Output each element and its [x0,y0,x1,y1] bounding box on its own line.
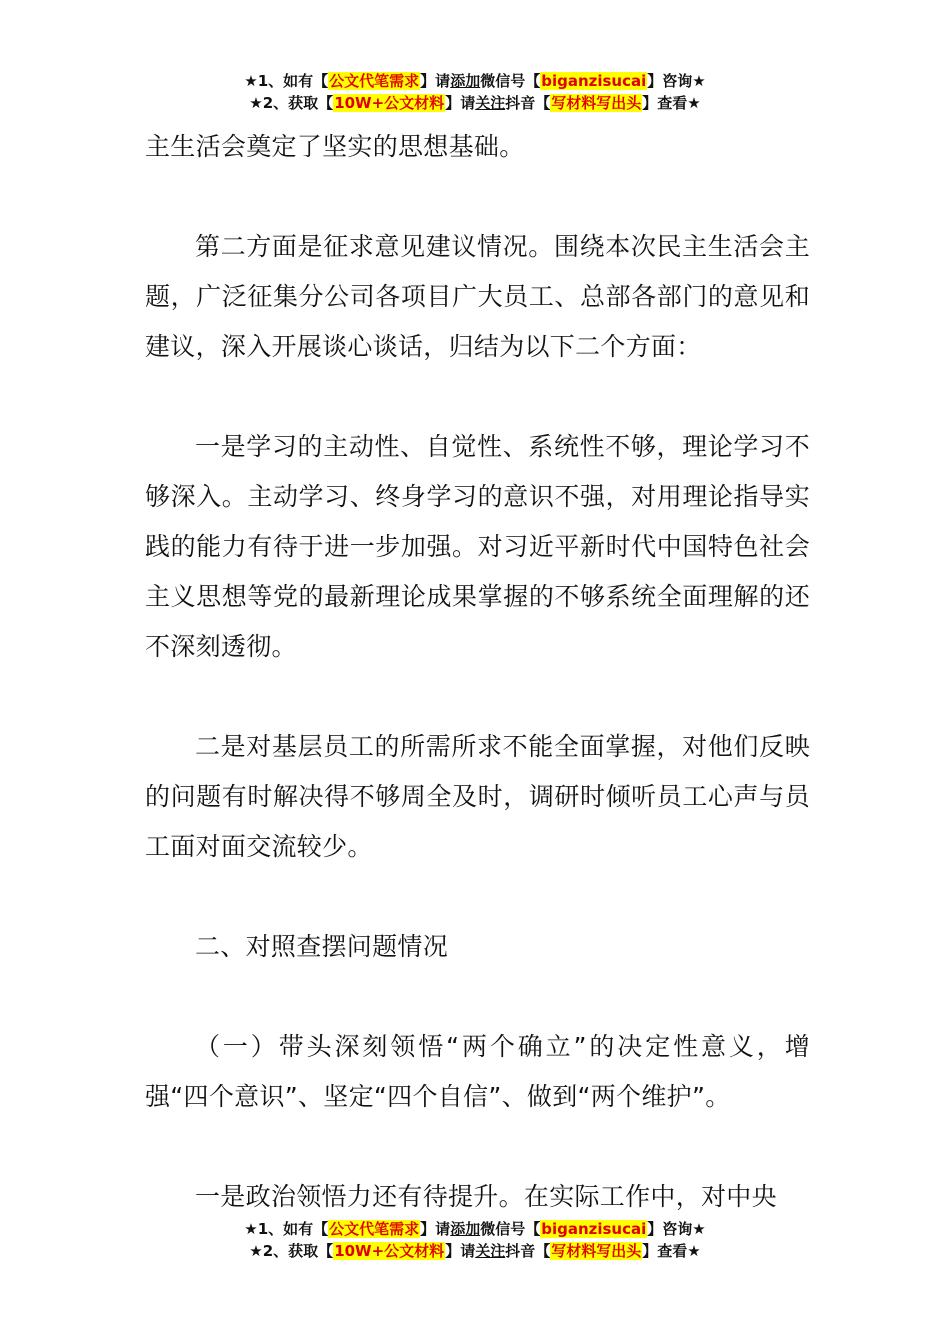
highlight-text: 10W+公文材料 [334,94,445,112]
paragraph-continuation: 主生活会奠定了坚实的思想基础。 [145,132,525,161]
section-heading: 二、对照查摆问题情况 [195,932,449,961]
douyin-id: 写材料写出头 [551,94,642,112]
banner-line-1: ★1、如有【公文代笔需求】请添加微信号【biganzisucai】咨询★ [244,1220,706,1238]
subsection-heading: （一）带头深刻领悟“两个确立”的决定性意义，增强“四个意识”、坚定“四个自信”、做到“两个维护”。 [145,1032,810,1111]
banner-line-2: ★2、获取【10W+公文材料】请关注抖音【写材料写出头】查看★ [249,1242,701,1260]
wechat-id: biganzisucai [541,1220,647,1238]
paragraph-political: 一是政治领悟力还有待提升。在实际工作中，对中央 [195,1182,777,1211]
paragraph-point-2: 二是对基层员工的所需所求不能全面掌握，对他们反映的问题有时解决得不够周全及时，调研时倾听员工心声与员工面对面交流较少。 [145,732,810,861]
highlight-text: 公文代笔需求 [329,72,420,90]
paragraph-opinions: 第二方面是征求意见建议情况。围绕本次民主生活会主题，广泛征集分公司各项目广大员工、总部各部门的意见和建议，深入开展谈心谈话，归结为以下二个方面： [145,232,810,361]
footer-banner [0,1218,950,1262]
highlight-text: 公文代笔需求 [329,1220,420,1238]
wechat-id: biganzisucai [541,72,647,90]
highlight-text: 10W+公文材料 [334,1242,445,1260]
banner-line-2: ★2、获取【10W+公文材料】请关注抖音【写材料写出头】查看★ [249,94,701,112]
banner-line-1: ★1、如有【公文代笔需求】请添加微信号【biganzisucai】咨询★ [244,72,706,90]
document-body [145,122,810,1272]
header-banner [0,70,950,114]
paragraph-point-1: 一是学习的主动性、自觉性、系统性不够，理论学习不够深入。主动学习、终身学习的意识不强，对用理论指导实践的能力有待于进一步加强。对习近平新时代中国特色社会主义思想等党的最新理论成果掌握的不够系统全面理解的还不深刻透彻。 [145,432,810,661]
douyin-id: 写材料写出头 [551,1242,642,1260]
